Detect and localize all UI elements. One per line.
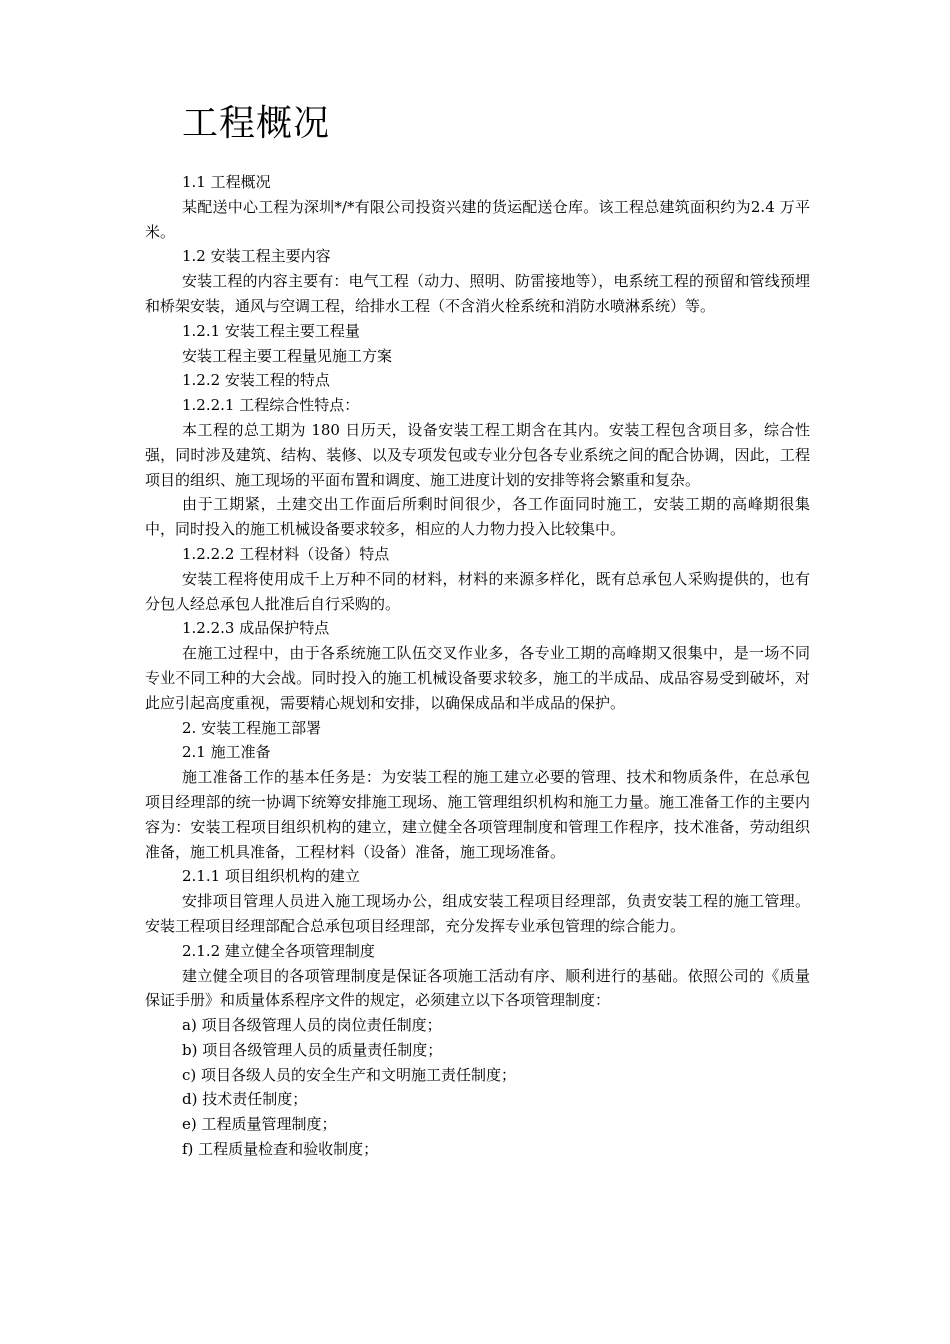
paragraph: 安排项目管理人员进入施工现场办公，组成安装工程项目经理部，负责安装工程的施工管理。安装工程项目经理部配合总承包项目经理部，充分发挥专业承包管理的综合能力。 [145, 892, 810, 935]
paragraph: 由于工期紧，土建交出工作面后所剩时间很少，各工作面同时施工，安装工期的高峰期很集中，同时投入的施工机械设备要求较多，相应的人力物力投入比较集中。 [145, 495, 810, 539]
heading-line: 1.2.2 安装工程的特点 [182, 371, 330, 390]
paragraph: 施工准备工作的基本任务是：为安装工程的施工建立必要的管理、技术和物质条件，在总承包项目经理部的统一协调下统筹安排施工现场、施工管理组织机构和施工力量。施工准备工作的主要内容为：安装工程项目组织机构的建立，建立健全各项管理制度和管理工作程序，技术准备，劳动组织准备，施工机具准备，工程材料（设备）准备，施工现场准备。 [145, 768, 810, 861]
heading-line: 2.1 施工准备 [182, 743, 271, 762]
heading-line: d) 技术责任制度； [182, 1090, 308, 1109]
heading-line: 1.2 安装工程主要内容 [182, 247, 331, 266]
heading-line: 1.2.2.1 工程综合性特点： [182, 396, 360, 415]
paragraph: 安装工程的内容主要有：电气工程（动力、照明、防雷接地等），电系统工程的预留和管线预埋和桥架安装，通风与空调工程，给排水工程（不含消火栓系统和消防水喷淋系统）等。 [145, 272, 810, 315]
paragraph: 本工程的总工期为 180 日历天，设备安装工程工期含在其内。安装工程包含项目多，综合性强，同时涉及建筑、结构、装修、以及专项发包或专业分包各专业系统之间的配合协调，因此，工程项目的组织、施工现场的平面布置和调度、施工进度计划的安排等将会繁重和复杂。 [145, 420, 810, 489]
paragraph: 在施工过程中，由于各系统施工队伍交叉作业多，各专业工期的高峰期又很集中，是一场不同专业不同工种的大会战。同时投入的施工机械设备要求较多，施工的半成品、成品容易受到破坏，对此应引起高度重视，需要精心规划和安排，以确保成品和半成品的保护。 [145, 644, 810, 712]
paragraph: 建立健全项目的各项管理制度是保证各项施工活动有序、顺利进行的基础。依照公司的《质量保证手册》和质量体系程序文件的规定，必须建立以下各项管理制度： [145, 966, 810, 1010]
heading-line: 2.1.1 项目组织机构的建立 [182, 867, 360, 886]
heading-line: 安装工程主要工程量见施工方案 [182, 346, 393, 365]
document-title: 工程概况 [182, 103, 331, 144]
heading-line: e) 工程质量管理制度； [182, 1115, 337, 1134]
heading-line: b) 项目各级管理人员的质量责任制度； [182, 1040, 443, 1059]
heading-line: 1.2.1 安装工程主要工程量 [182, 321, 360, 340]
document-body [145, 170, 810, 1162]
heading-line: 1.2.2.3 成品保护特点 [182, 619, 330, 638]
paragraph: 某配送中心工程为深圳*/*有限公司投资兴建的货运配送仓库。该工程总建筑面积约为2.4 万平米。 [145, 197, 810, 241]
heading-line: c) 项目各级人员的安全生产和文明施工责任制度； [182, 1065, 517, 1084]
heading-line: 1.2.2.2 工程材料（设备）特点 [182, 544, 390, 563]
heading-line: 2.1.2 建立健全各项管理制度 [182, 941, 375, 960]
heading-line: f) 工程质量检查和验收制度； [182, 1140, 379, 1159]
paragraph: 安装工程将使用成千上万种不同的材料，材料的来源多样化，既有总承包人采购提供的，也有分包人经总承包人批准后自行采购的。 [145, 569, 810, 613]
heading-line: 1.1 工程概况 [182, 173, 271, 191]
heading-line: 2. 安装工程施工部署 [182, 718, 322, 737]
heading-line: a) 项目各级管理人员的岗位责任制度； [182, 1016, 442, 1035]
